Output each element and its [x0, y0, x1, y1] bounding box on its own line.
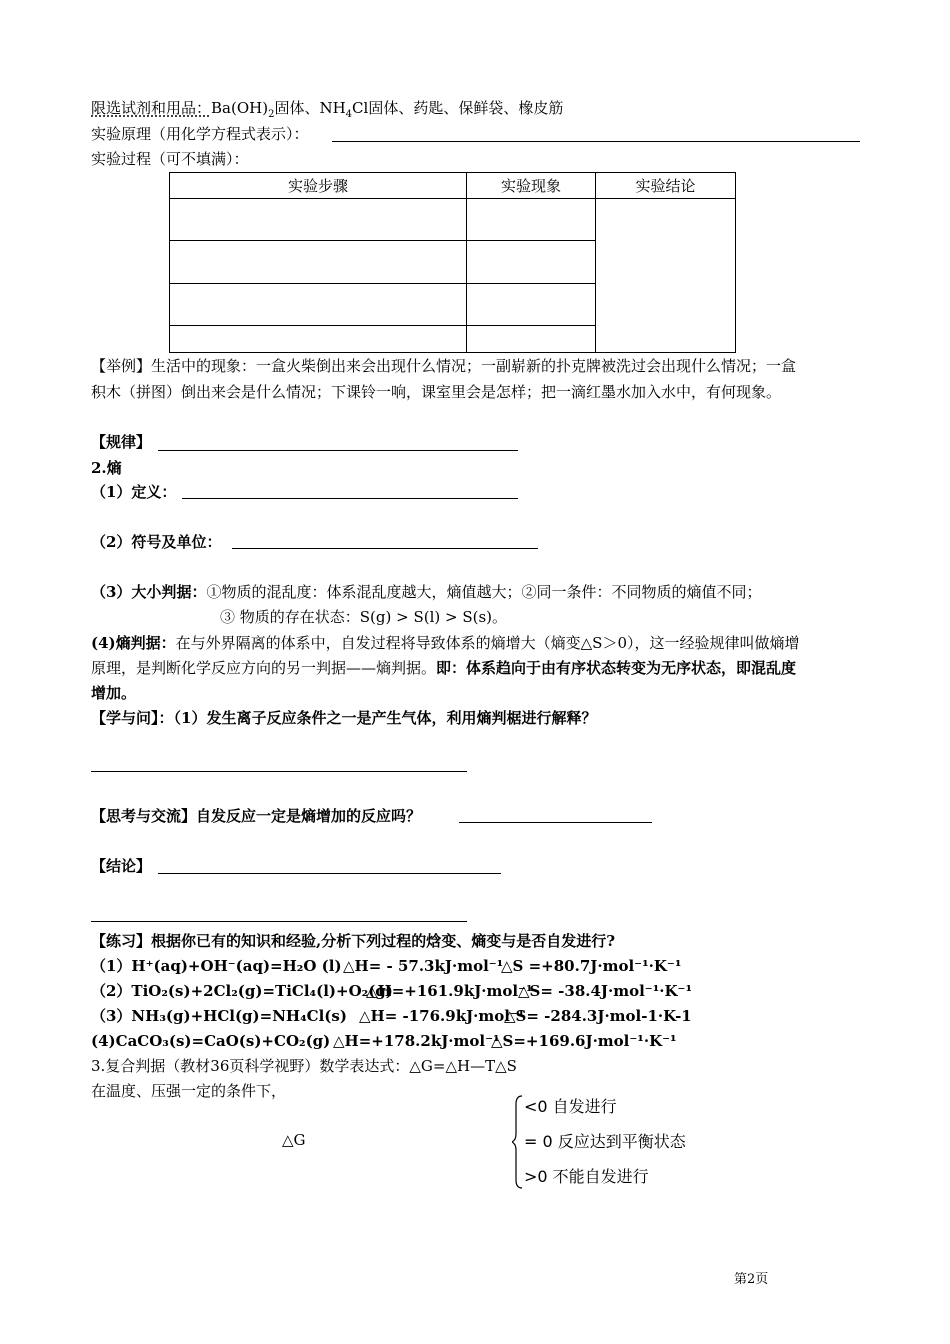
- entropy-title: 2.熵: [91, 459, 122, 477]
- practice-item-2: [91, 981, 393, 1001]
- table-header-steps: 实验步骤: [170, 173, 467, 199]
- table-header-conclusion: 实验结论: [596, 173, 736, 199]
- reagents-text: Ba(OH): [211, 99, 269, 117]
- criterion-line-3: 增加。: [91, 684, 137, 702]
- experiment-table: [169, 172, 736, 353]
- table-cell[interactable]: [467, 284, 596, 326]
- table-cell[interactable]: [467, 326, 596, 353]
- table-cell[interactable]: [170, 241, 467, 284]
- criterion-text-2b: 即：体系趋向于由有序状态转变为无序状态，即混乱度: [436, 659, 797, 677]
- practice-eq: （2）TiO₂(s)+2Cl₂(g)=TiCl₄(l)+O₂(g): [91, 982, 393, 1000]
- case-brace: [512, 1092, 732, 1192]
- example-line-2: [91, 382, 781, 402]
- think-blank[interactable]: [459, 822, 652, 823]
- case-zero: = 0 反应达到平衡状态: [524, 1132, 686, 1151]
- symbol-blank[interactable]: [232, 548, 538, 549]
- criterion-line-1: [91, 633, 800, 653]
- brace-icon: [512, 1092, 524, 1192]
- table-cell[interactable]: [467, 199, 596, 241]
- principle-blank[interactable]: [332, 141, 860, 142]
- size-text: ①物质的混乱度：体系混乱度越大，熵值越大；②同一条件：不同物质的熵值不同；: [206, 583, 762, 601]
- table-cell[interactable]: [467, 241, 596, 284]
- conclusion-blank-2[interactable]: [91, 921, 467, 922]
- reagents-end: Cl固体、药匙、保鲜袋、橡皮筋: [352, 99, 564, 117]
- table-cell-conclusion[interactable]: [596, 199, 736, 353]
- case-negative: <0 自发进行: [524, 1097, 617, 1116]
- practice-item-1: [91, 956, 342, 976]
- reagents-label: 限选试剂和用品：: [91, 99, 212, 117]
- practice-dh: △H=+178.2kJ·mol⁻¹: [333, 1032, 500, 1050]
- page-number: 第2页: [734, 1272, 769, 1287]
- example-text-2: 积木（拼图）倒出来会是什么情况；下课铃一响，课室里会是怎样；把一滴红墨水加入水中，有何现象。: [91, 383, 782, 401]
- practice-ds: △S =+80.7J·mol⁻¹·K⁻¹: [501, 957, 682, 975]
- reagents-line: [91, 98, 563, 118]
- qa-text: （1）发生离子反应条件之一是产生气体，利用熵判椐进行解释？: [173, 709, 597, 727]
- reagents-sub: 2: [268, 109, 275, 120]
- composite-title: 3.复合判据（教材36页科学视野）数学表达式：△G=△H—T△S: [91, 1057, 517, 1075]
- entropy-def: （1）定义：: [91, 483, 177, 501]
- practice-ds: △S=+169.6J·mol⁻¹·K⁻¹: [491, 1032, 677, 1050]
- rule-label: 【规律】: [91, 433, 152, 451]
- size-label: （3）大小判据：: [91, 583, 207, 601]
- practice-eq: （1）H⁺(aq)+OH⁻(aq)=H₂O (l): [91, 957, 342, 975]
- example-tag: 【举例】: [91, 357, 152, 375]
- qa-line: [91, 708, 596, 728]
- table-header-phenomena: 实验现象: [467, 173, 596, 199]
- practice-eq: （3）NH₃(g)+HCl(g)=NH₄Cl(s): [91, 1007, 347, 1025]
- practice-title: 【练习】根据你已有的知识和经验,分析下列过程的焓变、熵变与是否自发进行?: [91, 932, 616, 950]
- practice-item-3: [91, 1006, 347, 1026]
- practice-eq: (4)CaCO₃(s)=CaO(s)+CO₂(g): [91, 1032, 331, 1050]
- qa-blank[interactable]: [91, 771, 467, 772]
- conclusion-blank[interactable]: [158, 873, 501, 874]
- rule-blank[interactable]: [158, 450, 518, 451]
- criterion-text-1: 在与外界隔离的体系中，自发过程将导致体系的熵增大（熵变△S＞0），这一经验规律叫做熵增: [175, 634, 800, 652]
- size-line-2: ③ 物质的存在状态：S(g) > S(l) > S(s)。: [220, 608, 508, 626]
- conclusion-line: 【结论】: [91, 857, 152, 875]
- practice-item-4: [91, 1031, 330, 1051]
- entropy-symbol: （2）符号及单位：: [91, 533, 222, 551]
- process-label: 实验过程（可不填满）：: [91, 150, 249, 168]
- def-blank[interactable]: [182, 498, 518, 499]
- table-cell[interactable]: [170, 284, 467, 326]
- example-line-1: [91, 356, 796, 376]
- composite-cond: 在温度、压强一定的条件下，: [91, 1082, 287, 1100]
- example-text-1: 生活中的现象：一盒火柴倒出来会出现什么情况；一副崭新的扑克牌被洗过会出现什么情况；一盒: [151, 357, 797, 375]
- table-cell[interactable]: [170, 199, 467, 241]
- reagents-rest: 固体、NH: [274, 99, 346, 117]
- principle-label: 实验原理（用化学方程式表示）：: [91, 125, 309, 143]
- rule-line: [91, 432, 151, 452]
- criterion-line-2: [91, 658, 796, 678]
- qa-tag: 【学与问】：: [91, 709, 174, 727]
- principle-line: [91, 124, 309, 144]
- case-positive: >0 不能自发进行: [524, 1167, 649, 1186]
- practice-ds: △S= -38.4J·mol⁻¹·K⁻¹: [518, 982, 693, 1000]
- practice-ds: △S= -284.3J·mol-1·K-1: [504, 1007, 692, 1025]
- size-line: [91, 582, 761, 602]
- practice-dh: △H= - 57.3kJ·mol⁻¹: [343, 957, 504, 975]
- criterion-text-2a: 原理，是判断化学反应方向的另一判据——熵判据。: [91, 659, 437, 677]
- table-cell[interactable]: [170, 326, 467, 353]
- process-line: [91, 149, 249, 169]
- practice-dh: △H= -176.9kJ·mol⁻¹: [359, 1007, 525, 1025]
- reagents-sub2: 4: [345, 109, 353, 120]
- think-line: 【思考与交流】自发反应一定是熵增加的反应吗？: [91, 807, 422, 825]
- delta-g: △G: [282, 1131, 306, 1149]
- criterion-label: (4)熵判据：: [91, 634, 176, 652]
- practice-dh: △H=+161.9kJ·mol⁻¹: [366, 982, 533, 1000]
